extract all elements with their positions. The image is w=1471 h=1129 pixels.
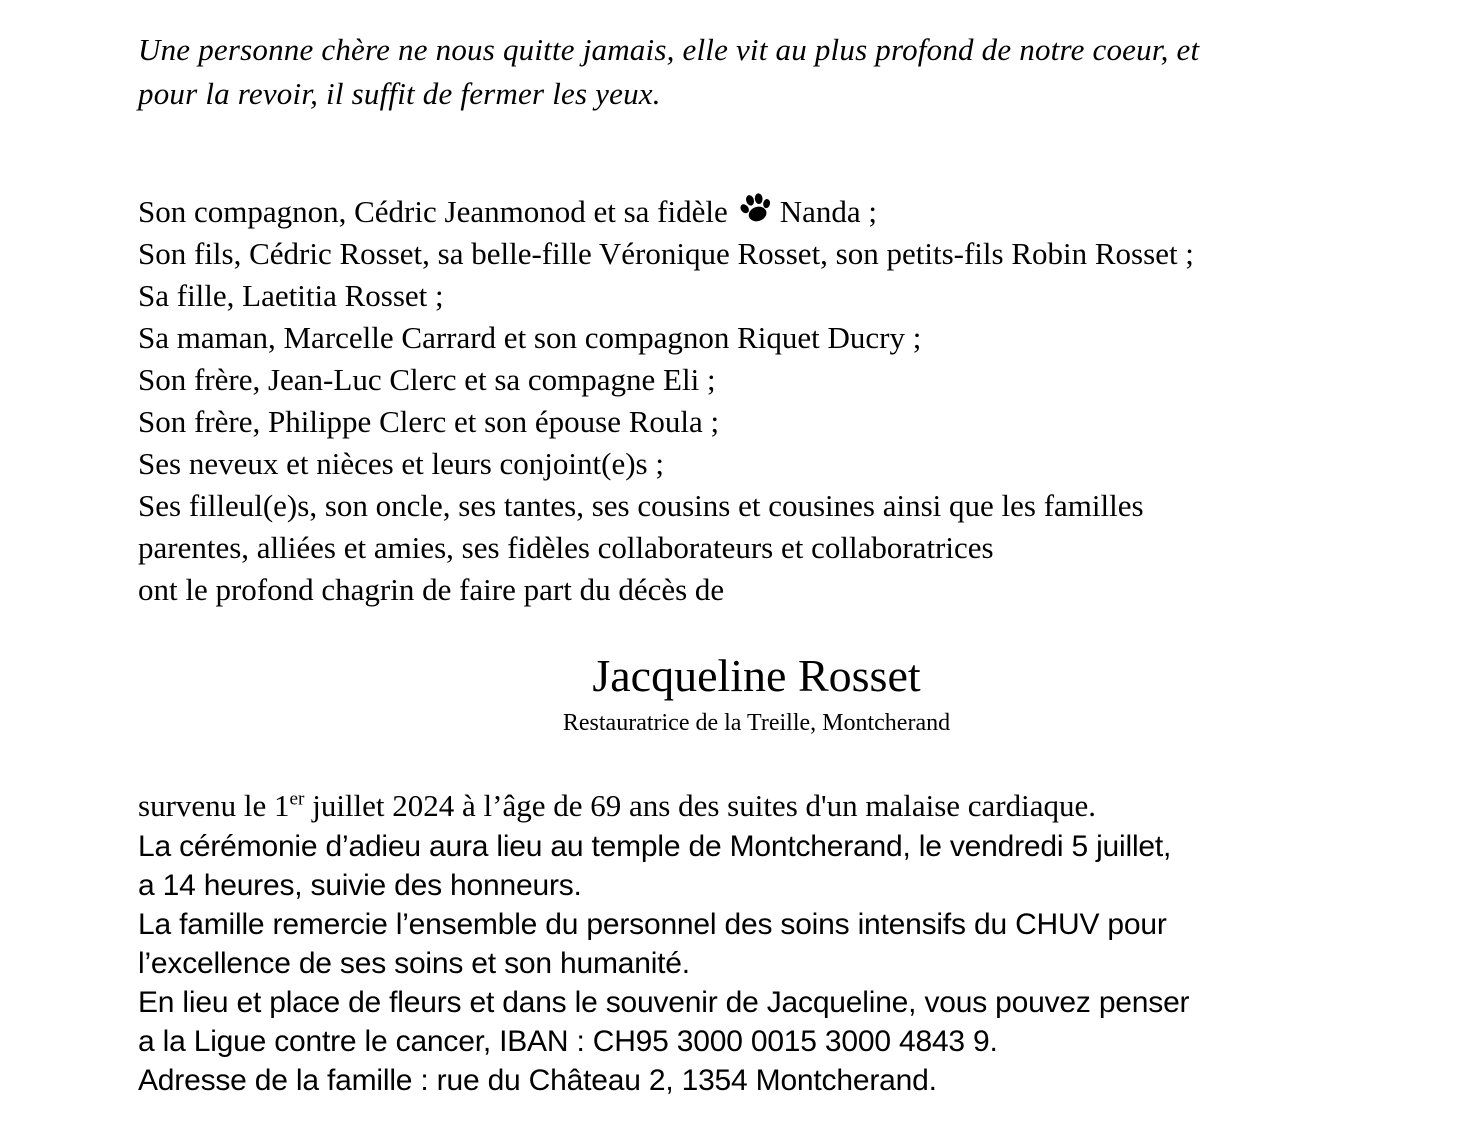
- details-line: l’excellence de ses soins et son humanité.: [138, 947, 690, 980]
- companion-text-prefix: Son compagnon, Cédric Jeanmonod et sa fidèle: [138, 194, 728, 229]
- details-line: a 14 heures, suivie des honneurs.: [138, 869, 582, 902]
- deceased-name: Jacqueline Rosset: [592, 650, 921, 701]
- family-line: Son frère, Philippe Clerc et son épouse Roula ;: [138, 404, 720, 439]
- deceased-role: Restauratrice de la Treille, Montcherand: [562, 710, 951, 736]
- family-line-companion: [138, 190, 1375, 233]
- epigraph-quote: [138, 28, 1375, 116]
- death-notice-rest: juillet 2024 à l’âge de 69 ans des suites d'un malaise cardiaque.: [304, 788, 1096, 823]
- details-line: En lieu et place de fleurs et dans le souvenir de Jacqueline, vous pouvez penser: [138, 986, 1190, 1019]
- companion-text-suffix: Nanda ;: [779, 194, 877, 229]
- details-line: La cérémonie d’adieu aura lieu au temple de Montcherand, le vendredi 5 juillet,: [138, 830, 1172, 863]
- family-list: [138, 190, 1375, 611]
- ceremony-details: [138, 827, 1375, 1100]
- family-line: Son frère, Jean-Luc Clerc et sa compagne Eli ;: [138, 362, 716, 397]
- epigraph-line: pour la revoir, il suffit de fermer les yeux.: [138, 76, 661, 111]
- family-line: Ses filleul(e)s, son oncle, ses tantes, ses cousins et cousines ainsi que les familles: [138, 488, 1144, 523]
- family-line: Son fils, Cédric Rosset, sa belle-fille Véronique Rosset, son petits-fils Robin Rosset ;: [138, 236, 1194, 271]
- ordinal-superscript: er: [289, 788, 305, 810]
- family-line: parentes, alliées et amies, ses fidèles collaborateurs et collaboratrices: [138, 530, 994, 565]
- details-line-address: Adresse de la famille : rue du Château 2, 1354 Montcherand.: [138, 1064, 937, 1097]
- details-line-iban: a la Ligue contre le cancer, IBAN : CH95 3000 0015 3000 4843 9.: [138, 1025, 998, 1058]
- family-line: Sa fille, Laetitia Rosset ;: [138, 278, 444, 313]
- family-line: Sa maman, Marcelle Carrard et son compagnon Riquet Ducry ;: [138, 320, 922, 355]
- death-notice-prefix: survenu le 1: [138, 788, 290, 823]
- epigraph-line: Une personne chère ne nous quitte jamais, elle vit au plus profond de notre coeur, et: [138, 32, 1200, 67]
- death-notice-line: [138, 785, 1375, 827]
- family-line: Ses neveux et nièces et leurs conjoint(e)s ;: [138, 446, 664, 481]
- deceased-block: [138, 649, 1375, 739]
- paw-print-icon: [738, 190, 773, 225]
- family-line-closing: ont le profond chagrin de faire part du décès de: [138, 572, 725, 607]
- details-line: La famille remercie l’ensemble du personnel des soins intensifs du CHUV pour: [138, 908, 1167, 941]
